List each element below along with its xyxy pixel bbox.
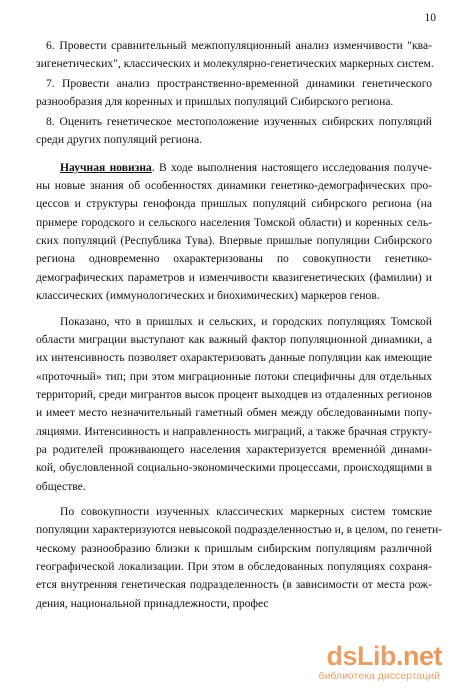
text-line [36, 443, 432, 457]
text-span: зигенетических", классических и молекулярно-генетических маркерных систем. [36, 57, 434, 70]
text-line [36, 597, 450, 611]
text-line [46, 115, 432, 129]
text-span: демографических параметров и изменчивости квазигенетических (фамилии) и [36, 271, 432, 284]
text-span: ра родителей проживающего населения характеризуется временнóй динами- [36, 443, 432, 456]
text-line [46, 77, 432, 91]
text-line [36, 179, 432, 193]
text-span: классических (иммунологических и биохимических) маркеров генов. [36, 289, 380, 302]
text-span: кой, обусловленной социально-экономическими процессами, происходящими в [36, 461, 432, 474]
text-line [36, 197, 432, 211]
watermark-logo: dsLib.net [326, 641, 442, 671]
text-span: цессов и структуры генофонда пришлых популяций сибирского региона (на [36, 197, 432, 210]
text-span: области миграции выступают как важный фактор популяционной динамики, а [36, 333, 432, 346]
text-span: Показано, что в пришлых и сельских, и городских популяциях Томской [60, 315, 432, 328]
text-span: примере городского и сельского населения Томской области) и коренных сель- [36, 216, 432, 229]
text-span: 7. Провести анализ пространственно-временной динамики генетического [46, 77, 432, 90]
text-line [36, 388, 432, 402]
text-span: «проточный» тип; при этом миграционные потоки специфичны для отдельных [36, 370, 432, 383]
text-line [36, 542, 432, 556]
text-span: ляциями. Интенсивность и направленность миграций, а также брачная структу- [36, 425, 432, 438]
text-line [36, 271, 432, 285]
text-line [36, 351, 432, 365]
text-span: 8. Оценить генетическое местоположение изученных сибирских популяций [46, 115, 432, 128]
text-span: популяции характеризуются невысокой подразделенностью и, в целом, по генети- [36, 523, 443, 536]
text-span: разнообразия для коренных и пришлых популяций Сибирского региона. [36, 95, 394, 108]
text-span: По совокупности изученных классических маркерных систем томские [60, 505, 432, 518]
text-line [60, 315, 432, 329]
text-span: ется внутренняя генетическая подразделенность (в зависимости от места рож- [36, 578, 432, 591]
page-number: 10 [424, 12, 436, 24]
text-line [36, 95, 450, 109]
text-line [36, 406, 432, 420]
text-line [36, 216, 432, 230]
text-line [36, 57, 432, 71]
text-line [36, 578, 432, 592]
text-line [36, 133, 450, 147]
text-line [36, 370, 432, 384]
text-span: среди других популяций региона. [36, 133, 203, 146]
text-line [36, 425, 432, 439]
text-span: ских популяций (Республика Тува). Впервые пришлые популяции Сибирского [36, 234, 432, 247]
text-span: 6. Провести сравнительный межпопуляционный анализ изменчивости "ква- [46, 39, 432, 52]
section-heading: Научная новизна [60, 161, 152, 174]
text-span: и имеет место незначительный гаметный обмен между обследованными попу- [36, 406, 432, 419]
text-span: географической локализации. При этом в обследованных популяциях сохраня- [36, 560, 432, 573]
text-span: территорий, среди мигрантов высок процент выходцев из отдаленных регионов [36, 388, 432, 401]
text-line [36, 480, 450, 494]
text-span: ны новые знания об особенностях динамики генетико-демографических про- [36, 179, 432, 192]
text-line [36, 523, 443, 537]
text-span: региона одновременно охарактеризованы по совокупности генетико- [36, 252, 432, 265]
text-span: дения, национальной принадлежности, профес [36, 597, 269, 610]
text-line [36, 234, 432, 248]
text-line [36, 252, 432, 266]
text-line [60, 505, 432, 519]
text-line [60, 161, 432, 175]
text-line [36, 333, 432, 347]
dslib-watermark [292, 641, 442, 683]
watermark-subtitle: библиотека диссертаций [318, 670, 440, 682]
text-line [46, 39, 432, 53]
text-line [36, 560, 432, 574]
text-span: . В ходе выполнения настоящего исследования получе- [151, 161, 432, 174]
text-span: обществе. [36, 480, 86, 493]
text-line [36, 461, 432, 475]
text-line [36, 289, 450, 303]
text-span: их интенсивность позволяет охарактеризовать данные популяции как имеющие [36, 351, 432, 364]
text-span: ческому разнообразию близки к пришлым сибирским популяциям различной [36, 542, 432, 555]
